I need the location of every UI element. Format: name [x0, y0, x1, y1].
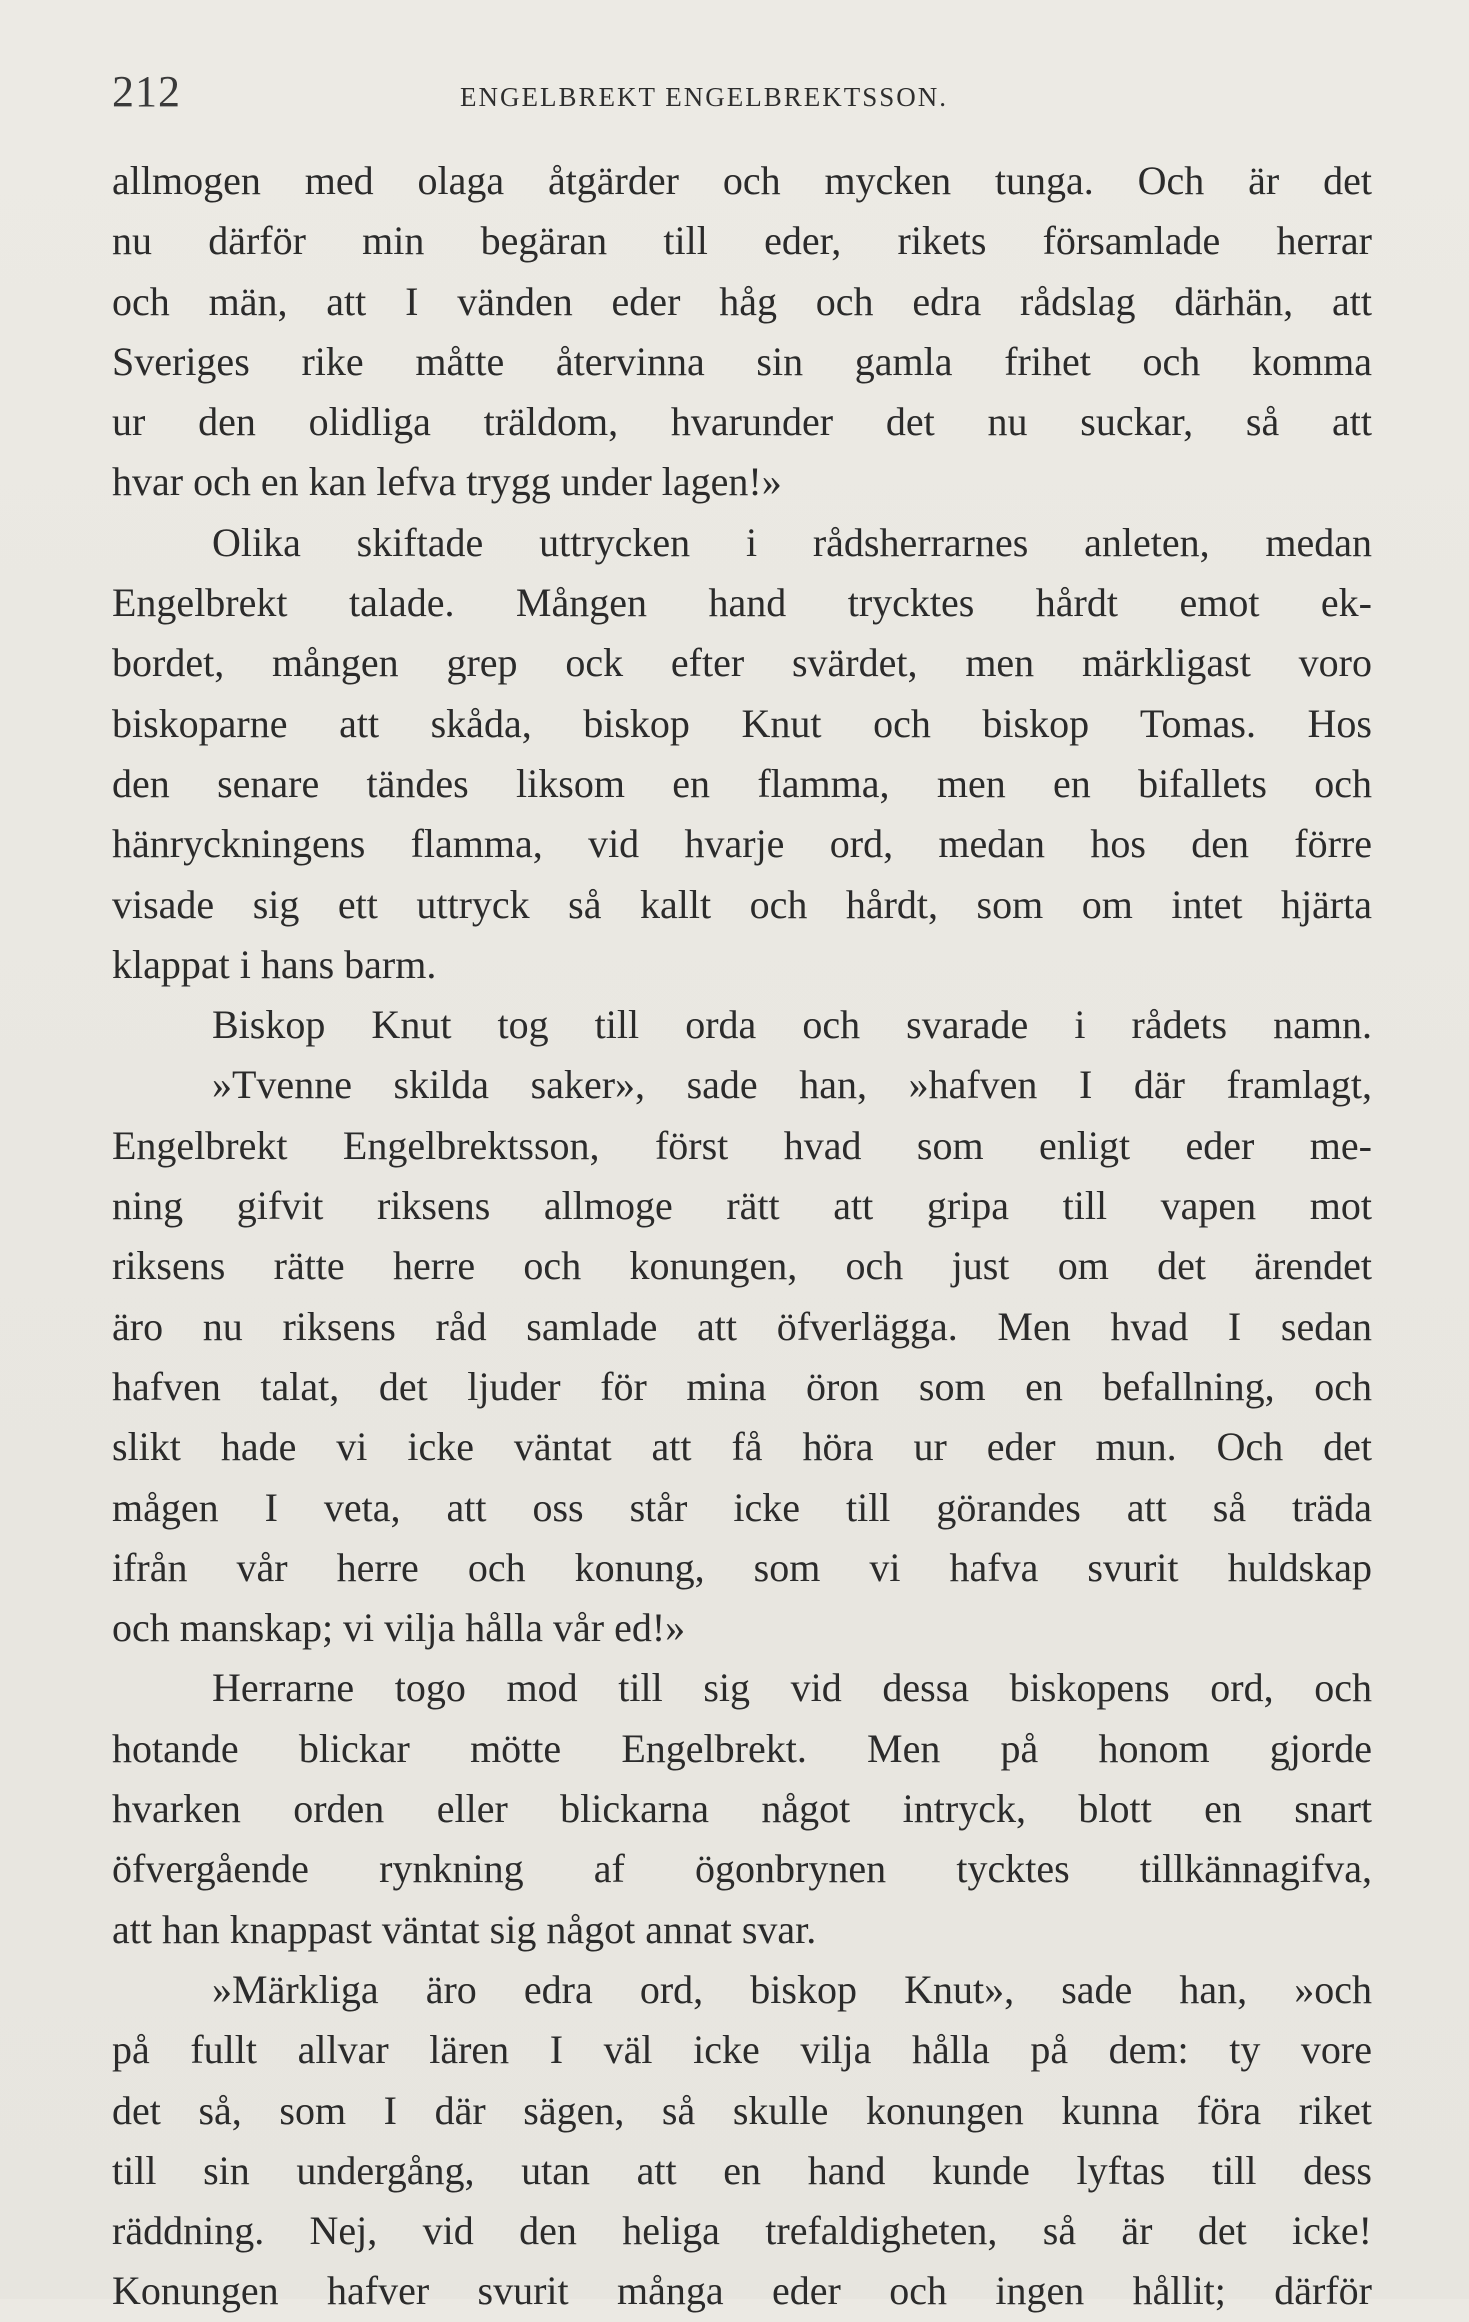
text-line: ning gifvit riksens allmoge rätt att gripa till vapen mot	[112, 1183, 1372, 1229]
text-line: slikt hade vi icke väntat att få höra ur eder mun. Och det	[112, 1424, 1372, 1470]
text-line: på fullt allvar lären I väl icke vilja hålla på dem: ty vore	[112, 2027, 1372, 2073]
text-line: Konungen hafver svurit många eder och ingen hållit; därför	[112, 2268, 1372, 2314]
text-line: hvar och en kan lefva trygg under lagen!»	[112, 459, 782, 505]
text-line: »Märkliga äro edra ord, biskop Knut», sade han, »och	[212, 1966, 1372, 2012]
text-line: Sveriges rike måtte återvinna sin gamla frihet och komma	[112, 338, 1372, 384]
text-line: »Tvenne skilda saker», sade han, »hafven I där framlagt,	[212, 1062, 1372, 1108]
text-line: öfvergående rynkning af ögonbrynen tycktes tillkännagifva,	[112, 1846, 1372, 1892]
text-line: bordet, mången grep ock efter svärdet, men märkligast voro	[112, 640, 1372, 686]
text-line: biskoparne att skåda, biskop Knut och biskop Tomas. Hos	[112, 700, 1372, 746]
text-line: riksens rätte herre och konungen, och just om det ärendet	[112, 1243, 1372, 1289]
text-line: Engelbrekt talade. Mången hand trycktes hårdt emot ek-	[112, 580, 1372, 626]
text-line: ur den olidliga träldom, hvarunder det nu suckar, så att	[112, 399, 1372, 445]
text-line: hafven talat, det ljuder för mina öron som en befallning, och	[112, 1363, 1372, 1409]
text-line: Olika skiftade uttrycken i rådsherrarnes anleten, medan	[212, 519, 1372, 565]
text-line: att han knappast väntat sig något annat svar.	[112, 1906, 817, 1952]
text-line: nu därför min begäran till eder, rikets församlade herrar	[112, 218, 1372, 264]
text-line: och män, att I vänden eder håg och edra rådslag därhän, att	[112, 278, 1372, 324]
text-line: Engelbrekt Engelbrektsson, först hvad som enligt eder me-	[112, 1122, 1372, 1168]
body-text	[112, 151, 1372, 2322]
text-line: räddning. Nej, vid den heliga trefaldigheten, så är det icke!	[112, 2208, 1372, 2254]
page-header	[112, 66, 1372, 122]
text-line: allmogen med olaga åtgärder och mycken tunga. Och är det	[112, 158, 1372, 203]
text-line: den senare tändes liksom en flamma, men en bifallets och	[112, 760, 1372, 806]
text-line: och manskap; vi vilja hålla vår ed!»	[112, 1605, 686, 1651]
text-line: ifrån vår herre och konung, som vi hafva svurit huldskap	[112, 1544, 1372, 1590]
text-line: hvarken orden eller blickarna något intryck, blott en snart	[112, 1786, 1372, 1832]
text-line: mågen I veta, att oss står icke till görandes att så träda	[112, 1484, 1372, 1530]
text-line: Herrarne togo mod till sig vid dessa biskopens ord, och	[212, 1665, 1372, 1711]
running-title: ENGELBREKT ENGELBREKTSSON.	[460, 82, 948, 112]
text-line: visade sig ett uttryck så kallt och hårdt, som om intet hjärta	[112, 881, 1372, 927]
text-line: till sin undergång, utan att en hand kunde lyftas till dess	[112, 2147, 1372, 2193]
text-line: klappat i hans barm.	[112, 941, 437, 987]
text-line: hotande blickar mötte Engelbrekt. Men på honom gjorde	[112, 1725, 1372, 1771]
text-line: hänryckningens flamma, vid hvarje ord, medan hos den förre	[112, 821, 1372, 867]
text-line: det så, som I där sägen, så skulle konungen kunna föra riket	[112, 2087, 1372, 2133]
text-line: äro nu riksens råd samlade att öfverlägga. Men hvad I sedan	[112, 1303, 1372, 1349]
text-line: Biskop Knut tog till orda och svarade i rådets namn.	[212, 1002, 1372, 1048]
page-number: 212	[112, 67, 181, 116]
